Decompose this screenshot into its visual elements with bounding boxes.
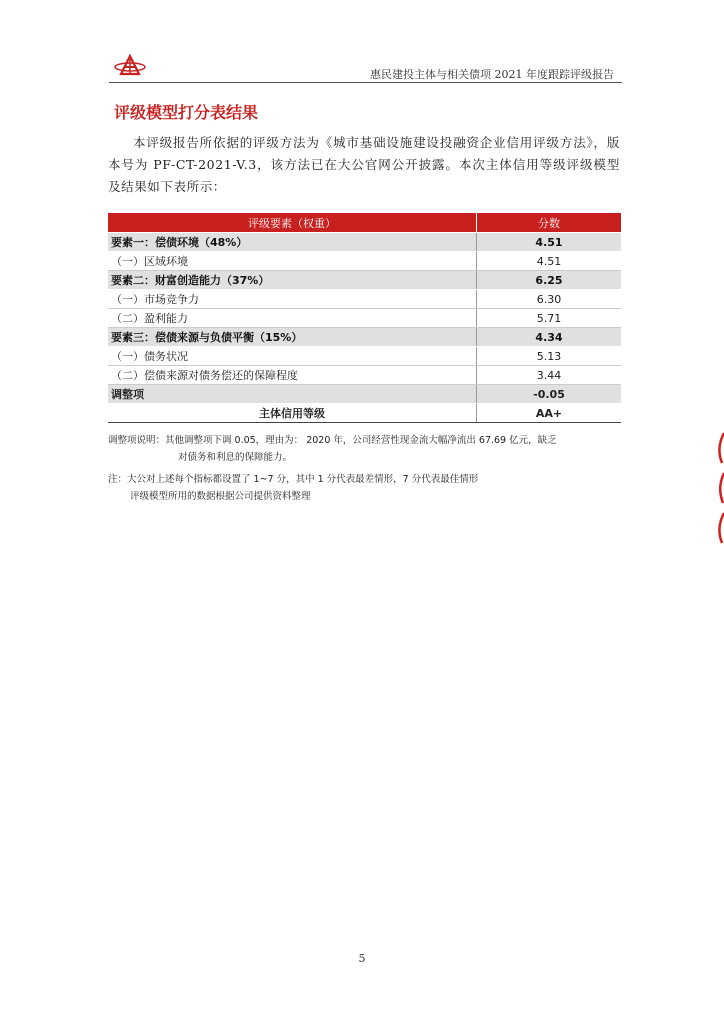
factor-score: 6.30 [477, 290, 622, 309]
factor-label: 要素一：偿债环境（48%） [108, 233, 477, 252]
column-header-score: 分数 [477, 213, 622, 233]
factor-label: （一）债务状况 [108, 347, 477, 366]
factor-label: 要素三：偿债来源与负债平衡（15%） [108, 328, 477, 347]
factor-label: （二）盈利能力 [108, 309, 477, 328]
column-header-factor: 评级要素（权重） [108, 213, 477, 233]
header-divider [109, 82, 622, 83]
factor-label: （一）市场竞争力 [108, 290, 477, 309]
factor-score: 3.44 [477, 366, 622, 385]
factor-score: 4.34 [477, 328, 622, 347]
intro-paragraph: 本评级报告所依据的评级方法为《城市基础设施建设投融资企业信用评级方法》，版本号为 PF-CT-2021-V.3，该方法已在大公官网公开披露。本次主体信用等级评级模型及结果如下表所示： [108, 135, 620, 194]
factor-score: 4.51 [477, 233, 622, 252]
factor-label: 主体信用等级 [108, 404, 477, 423]
table-row [108, 252, 621, 271]
factor-score: AA+ [477, 404, 622, 423]
table-row [108, 309, 621, 328]
factor-label: （二）偿债来源对债务偿还的保障程度 [108, 366, 477, 385]
table-row [108, 328, 621, 347]
adjustment-note-line: 调整项说明：其他调整项下调 0.05，理由为： 2020 年，公司经营性现金流大幅净流出 67.69 亿元，缺乏 [108, 435, 557, 446]
adjustment-note [108, 432, 622, 466]
dagong-logo-icon [114, 54, 146, 76]
adjustment-note-line: 对债务和利息的保障能力。 [178, 452, 293, 463]
factor-score: 5.71 [477, 309, 622, 328]
factor-score: 4.51 [477, 252, 622, 271]
factor-score: 6.25 [477, 271, 622, 290]
factor-score: -0.05 [477, 385, 622, 404]
section-title: 评级模型打分表结果 [114, 103, 259, 122]
factor-score: 5.13 [477, 347, 622, 366]
page-number: 5 [358, 952, 366, 965]
table-row [108, 347, 621, 366]
table-row [108, 290, 621, 309]
scoring-note-line: 注：大公对上述每个指标都设置了 1~7 分，其中 1 分代表最差情形，7 分代表最佳情形 [108, 474, 479, 485]
table-row-adjustment [108, 385, 621, 404]
table-header-row [108, 213, 621, 233]
factor-label: 调整项 [108, 385, 477, 404]
factor-label: （一）区域环境 [108, 252, 477, 271]
table-row [108, 366, 621, 385]
report-header-title: 惠民建投主体与相关债项 2021 年度跟踪评级报告 [370, 68, 614, 81]
rating-score-table [108, 213, 621, 423]
table-row [108, 271, 621, 290]
seal-stamp-icon [714, 428, 724, 548]
table-row [108, 233, 621, 252]
scoring-note [108, 471, 478, 505]
data-source-note: 评级模型所用的数据根据公司提供资料整理 [130, 491, 311, 502]
table-row-final-rating [108, 404, 621, 423]
factor-label: 要素二：财富创造能力（37%） [108, 271, 477, 290]
